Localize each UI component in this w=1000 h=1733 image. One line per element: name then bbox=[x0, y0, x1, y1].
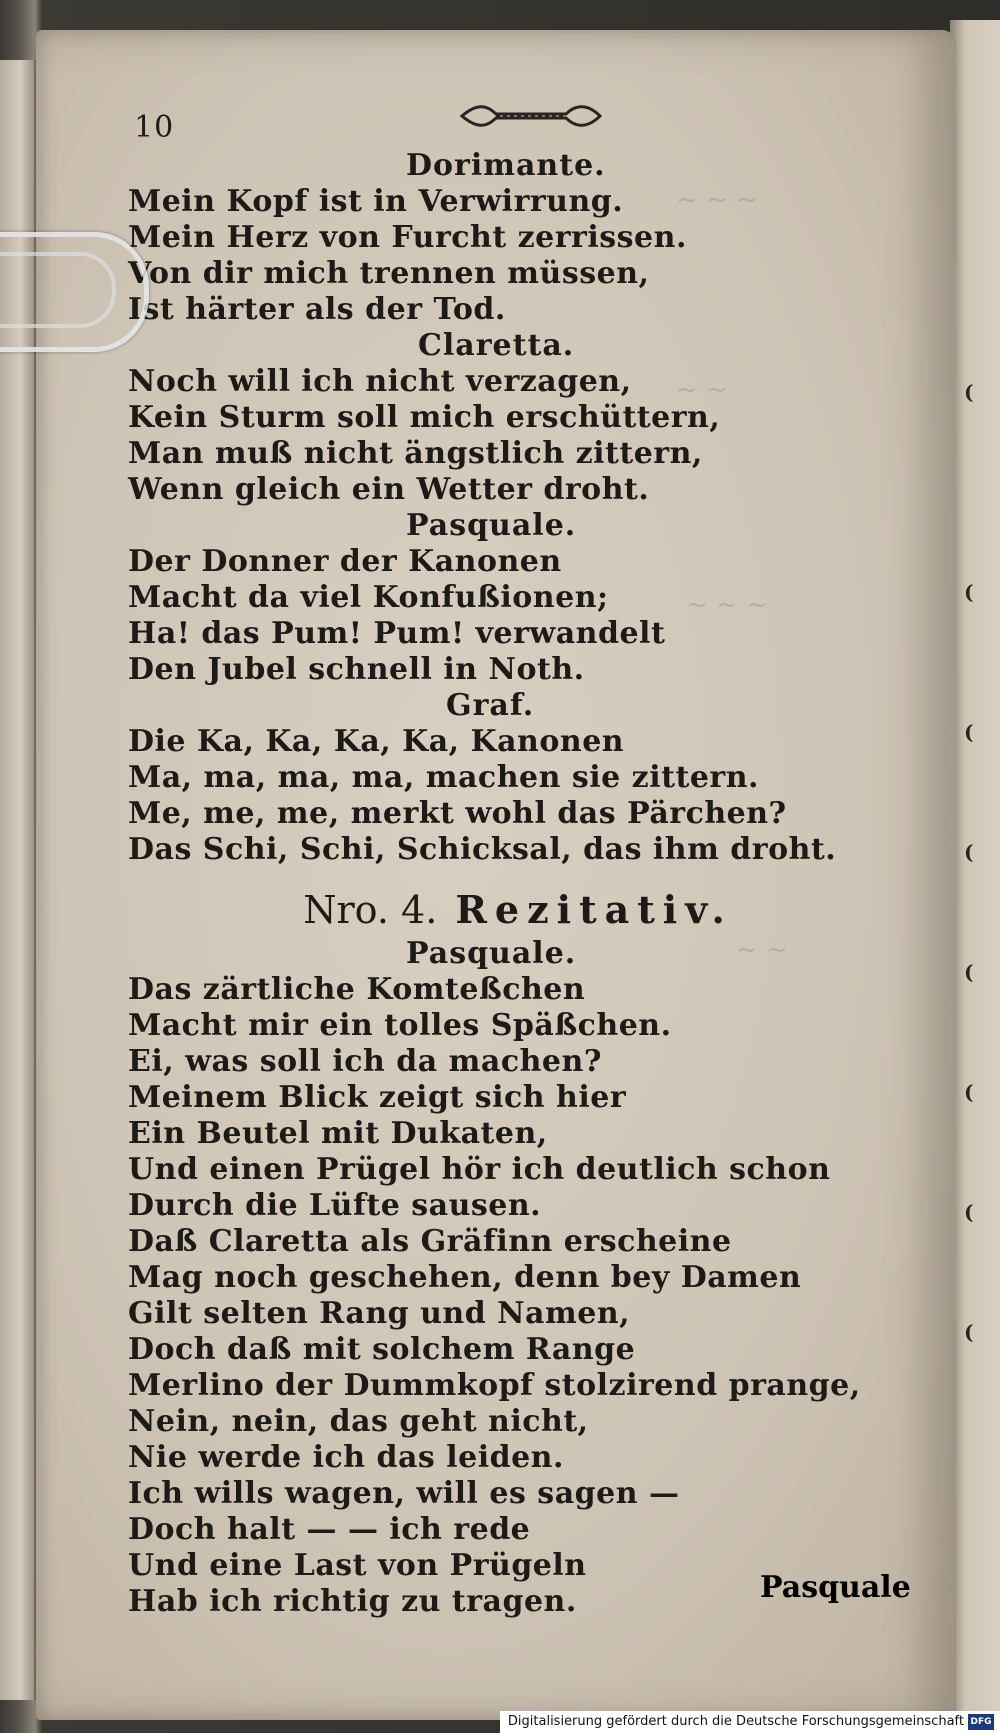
verse-line: Den Jubel schnell in Noth. bbox=[128, 652, 585, 687]
verse-line: Wenn gleich ein Wetter droht. bbox=[128, 472, 650, 507]
verse-line: Doch halt — — ich rede bbox=[128, 1512, 531, 1547]
verse-line: Das Schi, Schi, Schicksal, das ihm droht. bbox=[128, 832, 837, 867]
speaker-name: Claretta. bbox=[418, 328, 575, 363]
verse-line: Mein Herz von Furcht zerrissen. bbox=[128, 220, 687, 255]
verse-line: Ha! das Pum! Pum! verwandelt bbox=[128, 616, 666, 651]
verse-line: Me, me, me, merkt wohl das Pärchen? bbox=[128, 796, 787, 831]
verse-line: Ich wills wagen, will es sagen — bbox=[128, 1476, 680, 1511]
verse-line: Die Ka, Ka, Ka, Ka, Kanonen bbox=[128, 724, 625, 759]
speaker-name: Pasquale. bbox=[406, 936, 577, 971]
verse-line: Mein Kopf ist in Verwirrung. bbox=[128, 184, 624, 219]
next-page-glyph: ( bbox=[964, 1200, 974, 1224]
next-page-glyph: ( bbox=[964, 1320, 974, 1344]
bleed-through: ~ ~ ~ bbox=[686, 590, 768, 620]
number-heading bbox=[128, 884, 908, 936]
next-page-glyph: ( bbox=[964, 380, 974, 404]
verse-line: Meinem Blick zeigt sich hier bbox=[128, 1080, 627, 1115]
verse-line: Ma, ma, ma, ma, machen sie zittern. bbox=[128, 760, 759, 795]
verse-line: Hab ich richtig zu tragen. bbox=[128, 1584, 577, 1619]
verse-line: Daß Claretta als Gräfinn erscheine bbox=[128, 1224, 732, 1259]
verse-line: Und eine Last von Prügeln bbox=[128, 1548, 587, 1583]
next-page-glyph: ( bbox=[964, 720, 974, 744]
speaker-name: Dorimante. bbox=[406, 148, 606, 183]
catchword: Pasquale bbox=[760, 1570, 911, 1605]
bleed-through: ~ ~ ~ bbox=[676, 185, 758, 215]
next-page-glyph: ( bbox=[964, 840, 974, 864]
verse-line: Ei, was soll ich da machen? bbox=[128, 1044, 602, 1079]
speaker-name: Graf. bbox=[446, 688, 535, 723]
verse-line: Doch daß mit solchem Range bbox=[128, 1332, 636, 1367]
verse-line: Merlino der Dummkopf stolzirend prange, bbox=[128, 1368, 861, 1403]
number-label: Nro. 4. bbox=[303, 888, 438, 932]
verse-line: Von dir mich trennen müssen, bbox=[128, 256, 650, 291]
verse-line: Und einen Prügel hör ich deutlich schon bbox=[128, 1152, 831, 1187]
verse-line: Mag noch geschehen, denn bey Damen bbox=[128, 1260, 802, 1295]
page-number: 10 bbox=[134, 110, 175, 145]
verse-line: Durch die Lüfte sausen. bbox=[128, 1188, 542, 1223]
paper-clip-inner bbox=[0, 252, 116, 328]
verse-line: Kein Sturm soll mich erschüttern, bbox=[128, 400, 721, 435]
verse-line: Ist härter als der Tod. bbox=[128, 292, 506, 327]
bleed-through: ~ ~ bbox=[676, 375, 728, 405]
verse-line: Man muß nicht ängstlich zittern, bbox=[128, 436, 703, 471]
next-page-glyph: ( bbox=[964, 1080, 974, 1104]
number-title: Rezitativ. bbox=[455, 887, 733, 932]
dfg-logo: DFG bbox=[968, 1714, 994, 1730]
verse-line: Gilt selten Rang und Namen, bbox=[128, 1296, 631, 1331]
verse-line: Nein, nein, das geht nicht, bbox=[128, 1404, 589, 1439]
next-page-edge bbox=[950, 20, 1000, 1720]
credit-text: Digitalisierung gefördert durch die Deutsche Forschungsgemeinschaft bbox=[507, 1714, 964, 1729]
next-page-glyph: ( bbox=[964, 580, 974, 604]
verse-line: Noch will ich nicht verzagen, bbox=[128, 364, 632, 399]
verse-line: Der Donner der Kanonen bbox=[128, 544, 562, 579]
bleed-through: ~ ~ bbox=[736, 935, 788, 965]
book-page bbox=[36, 30, 956, 1720]
speaker-name: Pasquale. bbox=[406, 508, 577, 543]
verse-line: Ein Beutel mit Dukaten, bbox=[128, 1116, 548, 1151]
verse-line: Macht da viel Konfußionen; bbox=[128, 580, 609, 615]
verse-line: Das zärtliche Komteßchen bbox=[128, 972, 586, 1007]
verse-line: Macht mir ein tolles Späßchen. bbox=[128, 1008, 672, 1043]
page-text bbox=[128, 100, 908, 1620]
verse-line: Nie werde ich das leiden. bbox=[128, 1440, 564, 1475]
next-page-glyph: ( bbox=[964, 960, 974, 984]
digitization-credit bbox=[500, 1711, 1000, 1733]
